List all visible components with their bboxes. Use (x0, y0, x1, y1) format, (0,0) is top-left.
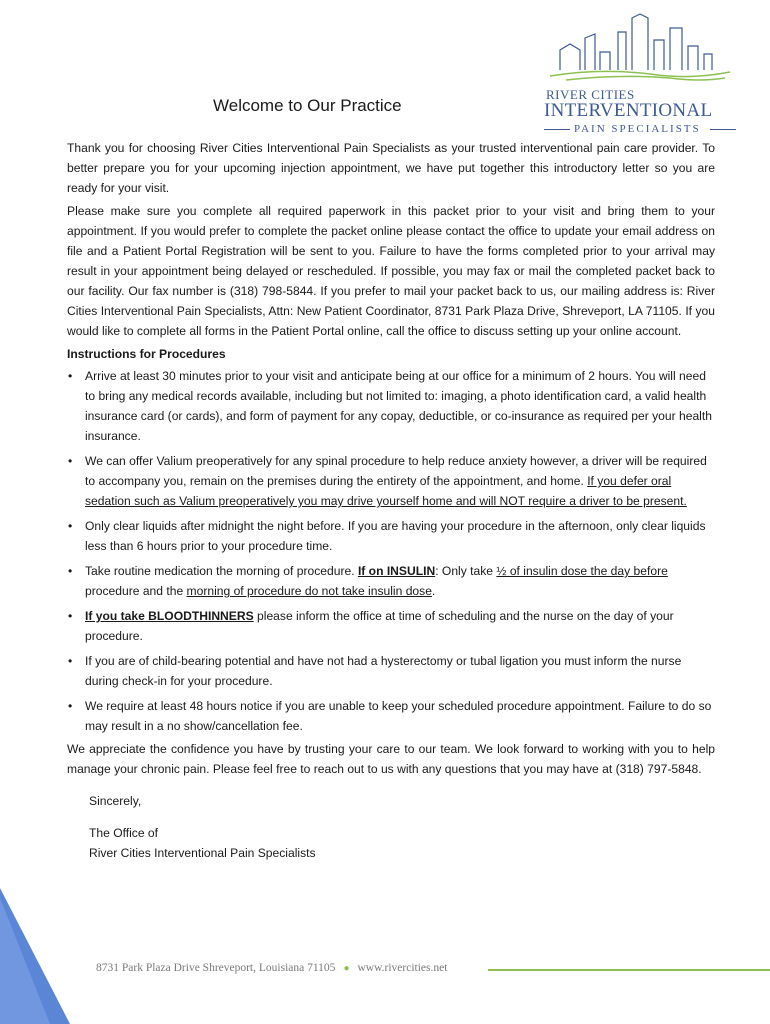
logo-line-pain-specialists: PAIN SPECIALISTS (574, 123, 701, 135)
list-item (67, 606, 715, 646)
bullet-icon: • (68, 564, 73, 578)
list-item-text: If you are of child-bearing potential and have not had a hysterectomy or tubal ligation you must inform the nurse during check-in for your procedure. (85, 654, 682, 688)
footer-address: 8731 Park Plaza Drive Shreveport, Louisiana 71105 (96, 962, 336, 974)
bloodthinners-emphasis: If you take BLOODTHINNERS (85, 609, 254, 623)
list-item-text: Take routine medication the morning of procedure. (85, 564, 358, 578)
list-item-text: . (431, 584, 436, 598)
list-item-text: Only clear liquids after midnight the night before. If you are having your procedure in the afternoon, only clear liquids less than 6 hours prior to your procedure time. (85, 519, 706, 553)
signature-block (89, 791, 715, 863)
footer-separator-icon: ● (343, 963, 350, 974)
bullet-icon: • (68, 699, 73, 713)
logo-rule-right (710, 129, 736, 130)
bullet-icon: • (68, 369, 73, 383)
bullet-icon: • (68, 609, 73, 623)
paperwork-paragraph: Please make sure you complete all required paperwork in this packet prior to your visit and bring them to your appointment. If you would prefer to complete the packet online please contact the office to update your email address on file and a Patient Portal Registration will be sent to you. Failure to have the forms completed prior to your arrival may result in your appointment being delayed or rescheduled. If possible, you may fax or mail the completed packet back to our facility. Our fax number is (318) 798-5844. If you prefer to mail your packet back to us, our mailing address is: River Cities Interventional Pain Specialists, Attn: New Patient Coordinator, 8731 Park Plaza Drive, Shreveport, LA 71105. If you would like to complete all forms in the Patient Portal online, call the office to discuss setting up your online account. (67, 204, 715, 338)
practice-logo (540, 10, 740, 135)
list-item (67, 651, 715, 691)
list-item (67, 451, 715, 511)
bullet-icon: • (68, 519, 73, 533)
bullet-icon: • (68, 454, 73, 468)
list-item-text: : Only take (435, 564, 497, 578)
list-item-text: We require at least 48 hours notice if you are unable to keep your scheduled procedure appointment. Failure to do so may result in a no show/cancellation fee. (85, 699, 712, 733)
intro-paragraph: Thank you for choosing River Cities Interventional Pain Specialists as your trusted interventional pain care provider. To better prepare you for your upcoming injection appointment, we have put together this introductory letter so you are ready for your visit. (67, 141, 715, 195)
sedation-note: If you defer oral sedation such as Valium preoperatively you may drive yourself home and will NOT require a driver to be present. (85, 474, 687, 508)
footer-rule (488, 969, 770, 971)
footer-website[interactable]: www.rivercities.net (357, 962, 448, 974)
insulin-emphasis: If on INSULIN (357, 564, 436, 578)
letter-body (67, 138, 715, 866)
list-item-text: We can offer Valium preoperatively for any spinal procedure to help reduce anxiety however, a driver will be required to accompany you, remain on the premises during the entirety of the appointment, and home. (85, 454, 707, 488)
instructions-list (67, 366, 715, 736)
instructions-heading: Instructions for Procedures (67, 347, 226, 361)
logo-line-river-cities: RIVER CITIES (546, 87, 635, 102)
insulin-half-dose: ½ of insulin dose the day before (496, 564, 668, 578)
page-title: Welcome to Our Practice (213, 96, 402, 115)
corner-graphic (0, 888, 80, 1024)
logo-rule-left (544, 129, 570, 130)
list-item-text: procedure and the (85, 584, 187, 598)
list-item-text: please inform the office at time of scheduling and the nurse on the day of your procedure. (85, 609, 674, 643)
salutation: Sincerely, (89, 794, 142, 808)
skyline-icon (540, 10, 740, 90)
list-item (67, 516, 715, 556)
list-item-text: Arrive at least 30 minutes prior to your visit and anticipate being at our office for a minimum of 2 hours. You will need to bring any medical records available, including but not limited to: imaging, a photo identification card, a valid health insurance card (or cards), and form of payment for any copay, deductible, or co-insurance as required per your health insurance. (85, 369, 712, 443)
signature-line-1: The Office of (89, 826, 159, 840)
logo-line-interventional: INTERVENTIONAL (544, 100, 713, 121)
bullet-icon: • (68, 654, 73, 668)
insulin-morning-note: morning of procedure do not take insulin dose (186, 584, 432, 598)
footer (96, 962, 447, 974)
list-item (67, 366, 715, 446)
list-item (67, 696, 715, 736)
closing-paragraph: We appreciate the confidence you have by trusting your care to our team. We look forward to working with you to help manage your chronic pain. Please feel free to reach out to us with any questions that you may have at (318) 797-5848. (67, 742, 715, 776)
list-item (67, 561, 715, 601)
signature-line-2: River Cities Interventional Pain Specialists (89, 846, 316, 860)
